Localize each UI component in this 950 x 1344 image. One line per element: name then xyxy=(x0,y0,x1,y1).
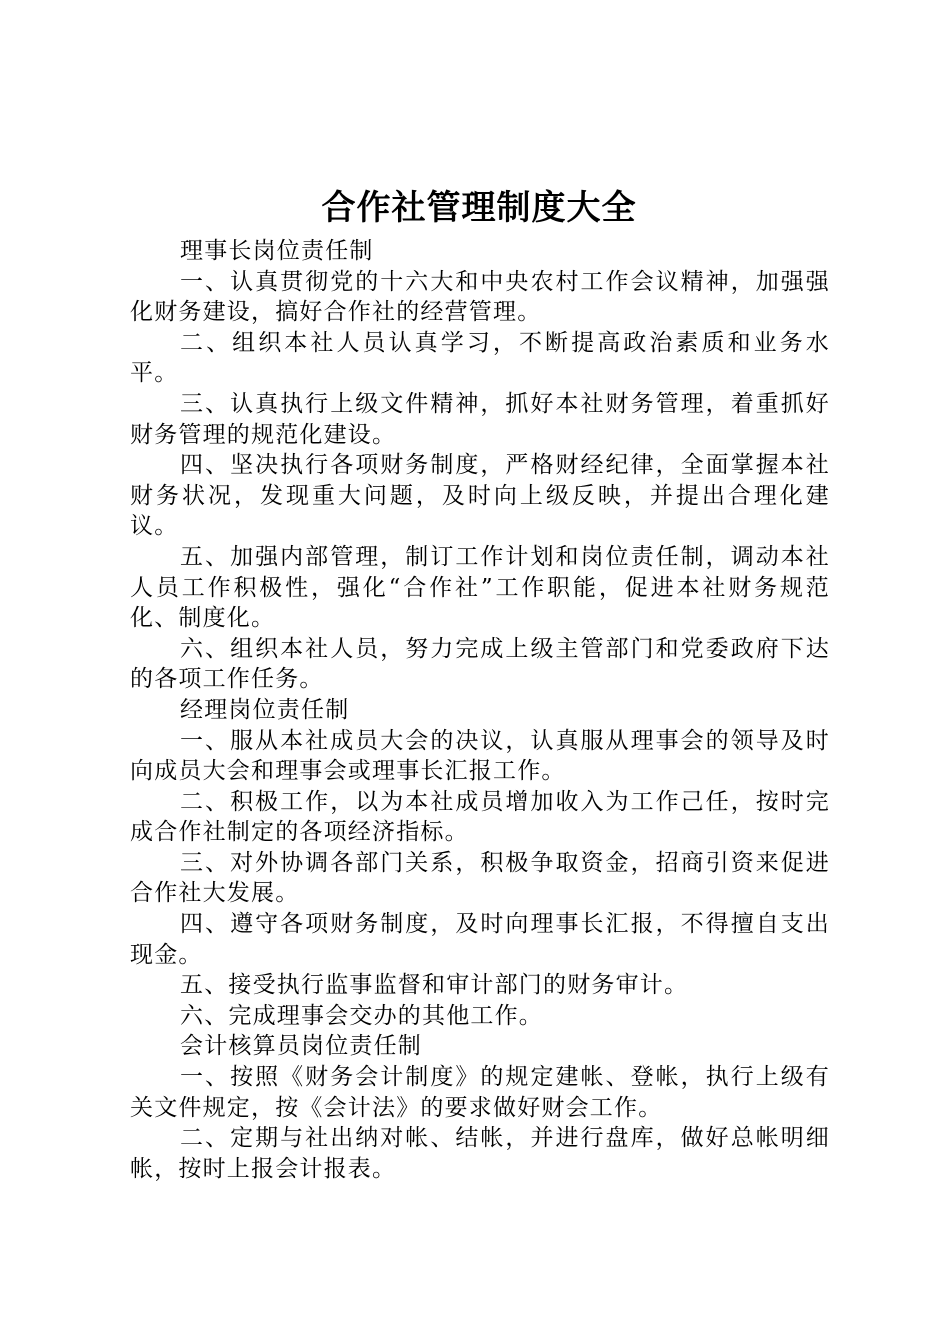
paragraph: 五、接受执行监事监督和审计部门的财务审计。 xyxy=(180,972,689,999)
paragraph: 一、认真贯彻党的十六大和中央农村工作会议精神，加强强化财务建设，搞好合作社的经营管理。 xyxy=(130,268,830,326)
paragraph: 五、加强内部管理，制订工作计划和岗位责任制，调动本社人员工作积极性，强化“合作社”工作职能，促进本社财务规范化、制度化。 xyxy=(130,543,830,632)
paragraph: 六、组织本社人员，努力完成上级主管部门和党委政府下达的各项工作任务。 xyxy=(130,635,830,693)
paragraph: 一、服从本社成员大会的决议，认真服从理事会的领导及时向成员大会和理事会或理事长汇报工作。 xyxy=(130,727,830,785)
paragraph: 四、遵守各项财务制度，及时向理事长汇报，不得擅自支出现金。 xyxy=(130,911,830,968)
paragraph: 二、定期与社出纳对帐、结帐，并进行盘库，做好总帐明细帐，按时上报会计报表。 xyxy=(130,1125,830,1182)
document-body xyxy=(130,236,830,1184)
section-heading: 理事长岗位责任制 xyxy=(180,238,374,264)
paragraph: 一、按照《财务会计制度》的规定建帐、登帐，执行上级有关文件规定，按《会计法》的要求做好财会工作。 xyxy=(130,1064,830,1121)
paragraph: 二、积极工作，以为本社成员增加收入为工作己任，按时完成合作社制定的各项经济指标。 xyxy=(130,788,830,846)
document-title: 合作社管理制度大全 xyxy=(321,188,637,228)
paragraph: 四、坚决执行各项财务制度，严格财经纪律，全面掌握本社财务状况，发现重大问题，及时向上级反映，并提出合理化建议。 xyxy=(130,452,830,540)
section-heading: 会计核算员岗位责任制 xyxy=(180,1033,422,1060)
paragraph: 三、认真执行上级文件精神，抓好本社财务管理，着重抓好财务管理的规范化建设。 xyxy=(130,390,830,448)
paragraph: 六、完成理事会交办的其他工作。 xyxy=(180,1002,543,1029)
paragraph: 二、组织本社人员认真学习，不断提高政治素质和业务水平。 xyxy=(130,329,830,387)
section-heading: 经理岗位责任制 xyxy=(180,696,350,723)
paragraph: 三、对外协调各部门关系，积极争取资金，招商引资来促进合作社大发展。 xyxy=(130,849,830,907)
